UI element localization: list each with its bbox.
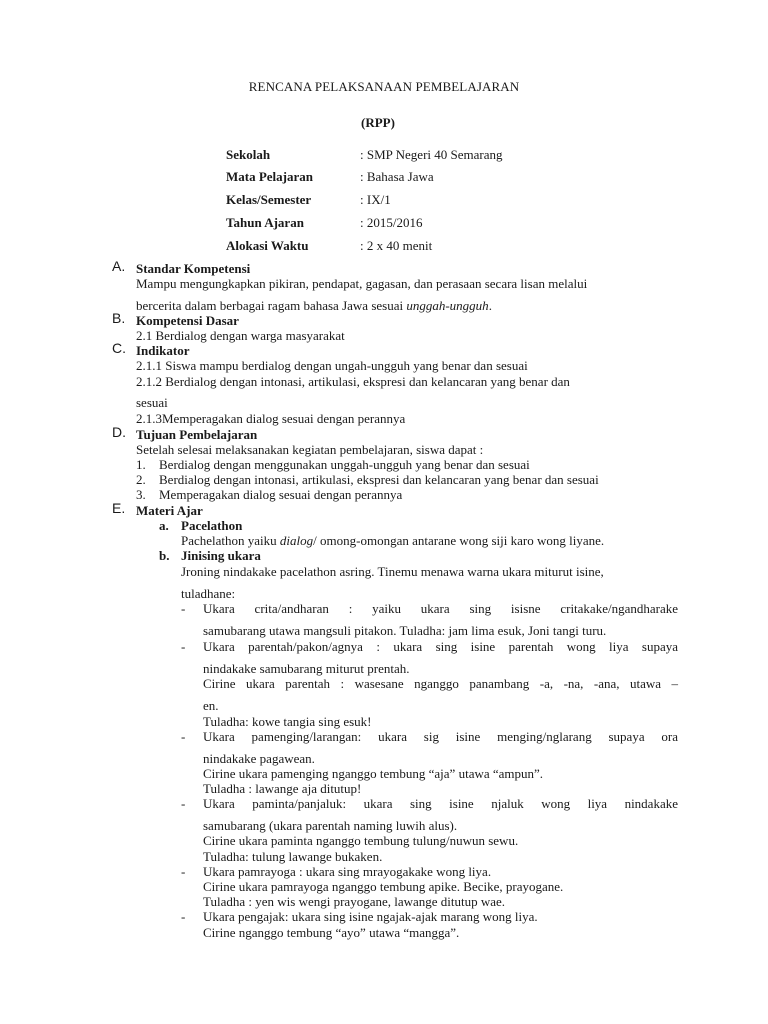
- info-row-year: [226, 215, 422, 230]
- sentence-type-pengajak-cirine: Cirine nganggo tembung “ayo” utawa “mangga”.: [203, 925, 460, 940]
- section-c-letter: C.: [112, 340, 126, 356]
- sentence-type-parentah: Ukara parentah/pakon/agnya : ukara sing isine parentah wong liya supaya: [203, 639, 678, 654]
- bullet-dash: -: [181, 909, 186, 924]
- subsection-b-line2: tuladhane:: [181, 586, 236, 601]
- info-label: Kelas/Semester: [226, 192, 312, 207]
- subsection-a-title: Pacelathon: [181, 518, 243, 533]
- subsection-b-letter: b.: [159, 548, 170, 563]
- info-value: : SMP Negeri 40 Semarang: [360, 147, 503, 162]
- list-item: Berdialog dengan intonasi, artikulasi, ekspresi dan kelancaran yang benar dan sesuai: [159, 472, 599, 487]
- section-d-letter: D.: [112, 424, 126, 440]
- sentence-type-crita: Ukara crita/andharan : yaiku ukara sing isisne critakake/ngandharake: [203, 601, 678, 616]
- info-value: : IX/1: [360, 192, 391, 207]
- text-run-italic: dialog: [279, 533, 314, 548]
- section-a-title: Standar Kompetensi: [136, 261, 251, 276]
- sentence-type-parentah-cont: en.: [203, 698, 219, 713]
- section-c-line1: 2.1.1 Siswa mampu berdialog dengan ungah-ungguh yang benar dan sesuai: [136, 358, 528, 373]
- sentence-type-pamenging-cirine: Cirine ukara pamenging nganggo tembung “aja” utawa “ampun”.: [203, 766, 544, 781]
- sentence-type-crita-cont: samubarang utawa mangsuli pitakon. Tuladha: jam lima esuk, Joni tangi turu.: [203, 623, 607, 638]
- sentence-type-paminta-cirine: Cirine ukara paminta nganggo tembung tulung/nuwun sewu.: [203, 833, 519, 848]
- info-label: Sekolah: [226, 147, 271, 162]
- text-run: .: [488, 298, 492, 313]
- section-e-letter: E.: [112, 500, 126, 516]
- info-row-time: [226, 238, 432, 253]
- section-a-letter: A.: [112, 258, 126, 274]
- list-item: Memperagakan dialog sesuai dengan perannya: [159, 487, 403, 502]
- section-b-line1: 2.1 Berdialog dengan warga masyarakat: [136, 328, 345, 343]
- subsection-a-text: [181, 533, 604, 548]
- info-label: Alokasi Waktu: [226, 238, 309, 253]
- list-item: Berdialog dengan menggunakan unggah-ungguh yang benar dan sesuai: [159, 457, 530, 472]
- bullet-dash: -: [181, 864, 186, 879]
- text-run-italic: unggah-ungguh: [406, 298, 489, 313]
- info-row-class: [226, 192, 391, 207]
- sentence-type-pamrayoga-cirine: Cirine ukara pamrayoga nganggo tembung apike. Becike, prayogane.: [203, 879, 564, 894]
- section-c-line4: 2.1.3Memperagakan dialog sesuai dengan perannya: [136, 411, 406, 426]
- section-a-line2: [136, 298, 492, 313]
- sentence-type-paminta-example: Tuladha: tulung lawange bukaken.: [203, 849, 383, 864]
- info-label: Mata Pelajaran: [226, 169, 314, 184]
- text-run: bercerita dalam berbagai ragam bahasa Jawa sesuai: [136, 298, 407, 313]
- document-title: RENCANA PELAKSANAAN PEMBELAJARAN: [248, 79, 520, 94]
- section-b-letter: B.: [112, 310, 126, 326]
- bullet-dash: -: [181, 601, 186, 616]
- info-value: : 2 x 40 menit: [360, 238, 433, 253]
- section-d-intro: Setelah selesai melaksanakan kegiatan pembelajaran, siswa dapat :: [136, 442, 484, 457]
- bullet-dash: -: [181, 639, 186, 654]
- subsection-a-letter: a.: [159, 518, 169, 533]
- sentence-type-pamenging-cont: nindakake pagawean.: [203, 751, 315, 766]
- sentence-type-paminta-cont: samubarang (ukara parentah naming luwih alus).: [203, 818, 458, 833]
- sentence-type-pamenging-example: Tuladha : lawange aja ditutup!: [203, 781, 362, 796]
- subsection-b-title: Jinising ukara: [181, 548, 261, 563]
- sentence-type-parentah-cont: nindakake samubarang miturut prentah.: [203, 661, 410, 676]
- section-c-line3: sesuai: [136, 395, 168, 410]
- section-a-line1: Mampu mengungkapkan pikiran, pendapat, gagasan, dan perasaan secara lisan melalui: [136, 276, 588, 291]
- section-c-line2: 2.1.2 Berdialog dengan intonasi, artikulasi, ekspresi dan kelancaran yang benar dan: [136, 374, 570, 389]
- list-item-number: 2.: [136, 472, 146, 487]
- section-e-title: Materi Ajar: [136, 503, 203, 518]
- section-b-title: Kompetensi Dasar: [136, 313, 239, 328]
- document-subtitle: (RPP): [361, 115, 395, 130]
- info-label: Tahun Ajaran: [226, 215, 304, 230]
- sentence-type-pamrayoga-example: Tuladha : yen wis wengi prayogane, lawange ditutup wae.: [203, 894, 506, 909]
- sentence-type-pamrayoga: Ukara pamrayoga : ukara sing mrayogakake wong liya.: [203, 864, 492, 879]
- bullet-dash: -: [181, 796, 186, 811]
- list-item-number: 1.: [136, 457, 146, 472]
- bullet-dash: -: [181, 729, 186, 744]
- info-row-subject: [226, 169, 434, 184]
- sentence-type-parentah-example: Tuladha: kowe tangia sing esuk!: [203, 714, 372, 729]
- sentence-type-paminta: Ukara paminta/panjaluk: ukara sing isine njaluk wong liya nindakake: [203, 796, 678, 811]
- subsection-b-line1: Jroning nindakake pacelathon asring. Tinemu menawa warna ukara miturut isine,: [181, 564, 604, 579]
- section-c-title: Indikator: [136, 343, 190, 358]
- sentence-type-pamenging: Ukara pamenging/larangan: ukara sig isine menging/nglarang supaya ora: [203, 729, 678, 744]
- list-item-number: 3.: [136, 487, 146, 502]
- info-value: : 2015/2016: [360, 215, 423, 230]
- info-row-school: [226, 147, 503, 162]
- text-run: Pachelathon yaiku: [181, 533, 280, 548]
- sentence-type-parentah-cirine: Cirine ukara parentah : wasesane nganggo panambang -a, -na, -ana, utawa –: [203, 676, 678, 691]
- info-value: : Bahasa Jawa: [360, 169, 434, 184]
- sentence-type-pengajak: Ukara pengajak: ukara sing isine ngajak-ajak marang wong liya.: [203, 909, 538, 924]
- section-d-title: Tujuan Pembelajaran: [136, 427, 258, 442]
- text-run: / omong-omongan antarane wong siji karo wong liyane.: [313, 533, 605, 548]
